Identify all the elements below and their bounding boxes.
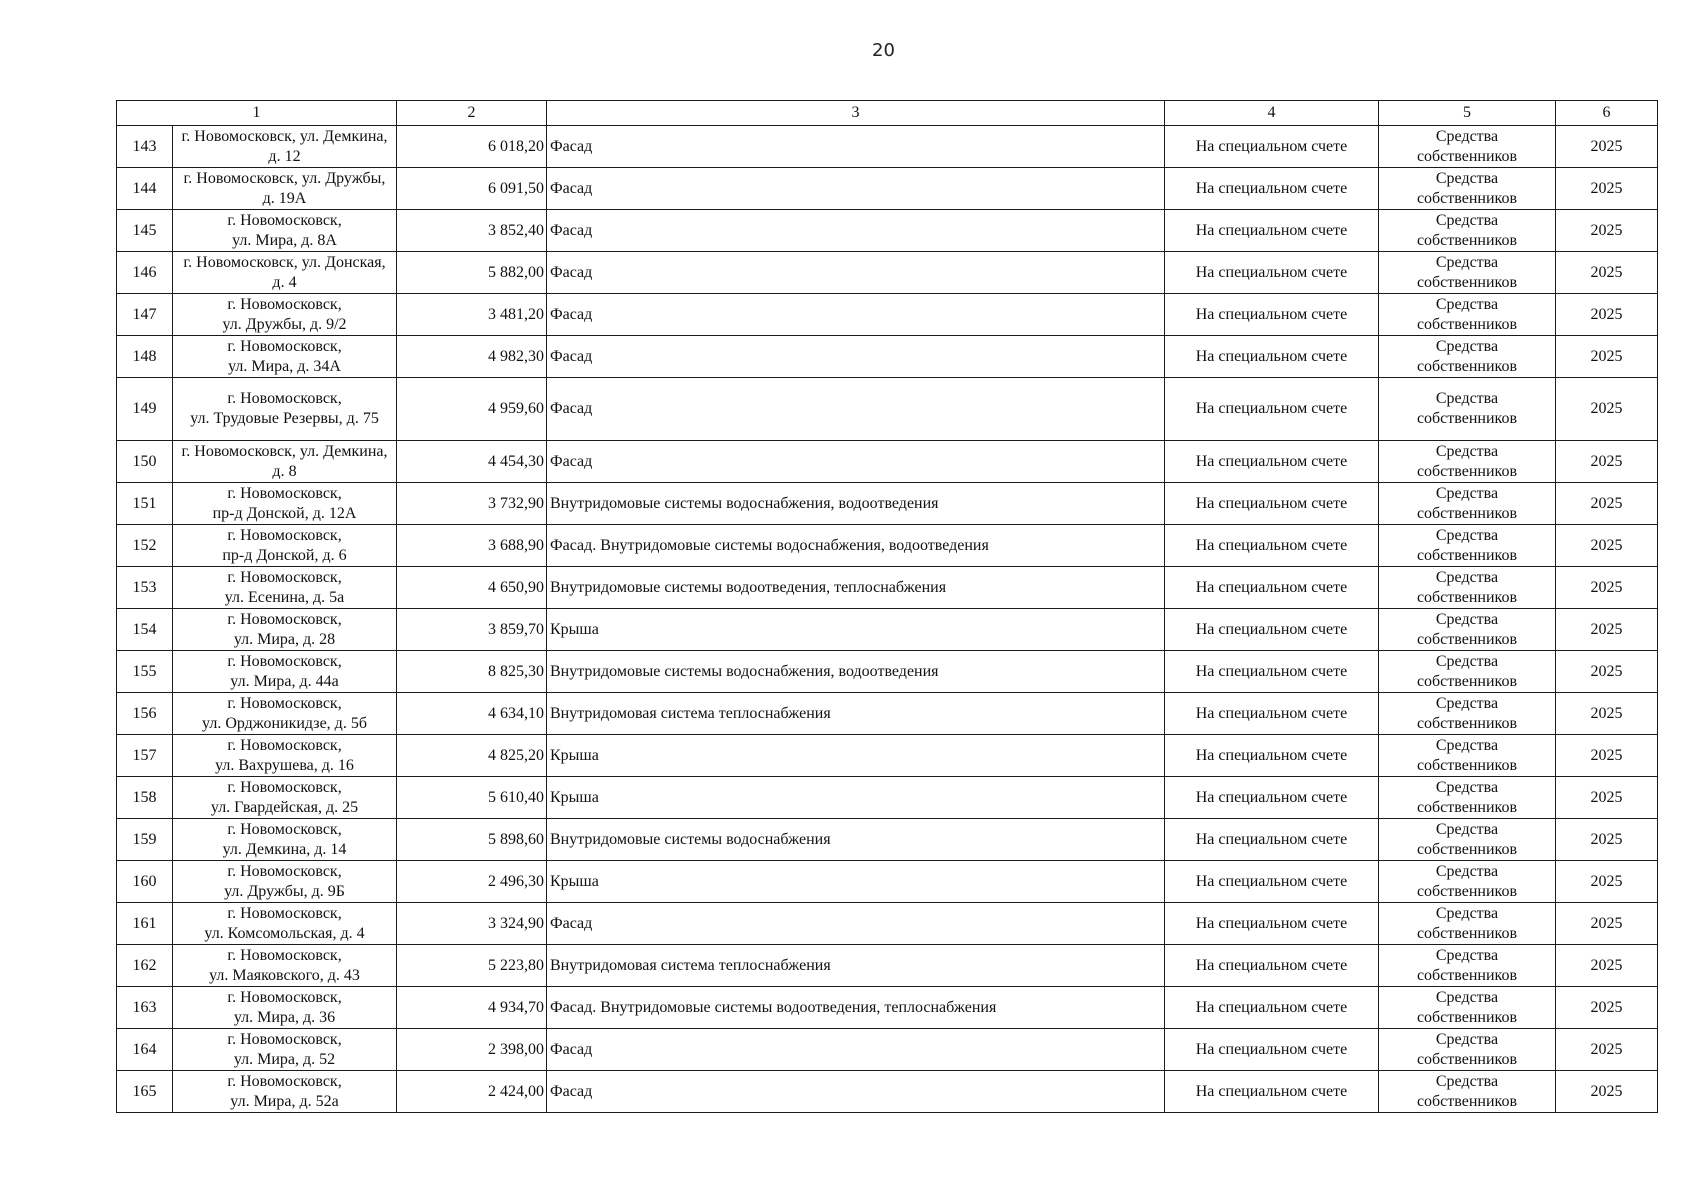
table-row bbox=[117, 294, 1658, 336]
fund-method-cell: На специальном счете bbox=[1165, 525, 1379, 567]
address-line: г. Новомосковск, bbox=[227, 736, 342, 754]
fund-method-cell: На специальном счете bbox=[1165, 1029, 1379, 1071]
funding-source-cell bbox=[1379, 525, 1556, 567]
area-cell: 4 825,20 bbox=[397, 735, 547, 777]
address-line: г. Новомосковск, ул. Демкина, bbox=[181, 442, 388, 460]
table-row bbox=[117, 861, 1658, 903]
address-cell bbox=[173, 1071, 397, 1113]
funding-source-cell bbox=[1379, 861, 1556, 903]
address-line: д. 4 bbox=[272, 273, 297, 291]
funding-source-line: собственников bbox=[1416, 462, 1518, 480]
work-type-cell: Фасад bbox=[547, 126, 1165, 168]
fund-method-cell: На специальном счете bbox=[1165, 210, 1379, 252]
row-number-cell: 162 bbox=[117, 945, 173, 987]
work-type-cell: Фасад bbox=[547, 441, 1165, 483]
address-line: г. Новомосковск, bbox=[227, 484, 342, 502]
fund-method-cell: На специальном счете bbox=[1165, 945, 1379, 987]
fund-method-cell: На специальном счете bbox=[1165, 336, 1379, 378]
funding-source-line: Средства bbox=[1435, 484, 1499, 502]
capital-repair-table bbox=[116, 100, 1658, 1113]
address-line: г. Новомосковск, ул. Демкина, bbox=[181, 127, 388, 145]
table-row bbox=[117, 567, 1658, 609]
row-number-cell: 147 bbox=[117, 294, 173, 336]
address-cell bbox=[173, 861, 397, 903]
year-cell: 2025 bbox=[1556, 945, 1658, 987]
table-row bbox=[117, 126, 1658, 168]
fund-method-cell: На специальном счете bbox=[1165, 168, 1379, 210]
work-type-cell: Фасад bbox=[547, 1029, 1165, 1071]
row-number-cell: 154 bbox=[117, 609, 173, 651]
funding-source-line: собственников bbox=[1416, 231, 1518, 249]
address-line: ул. Дружбы, д. 9Б bbox=[224, 882, 345, 900]
funding-source-line: Средства bbox=[1435, 211, 1499, 229]
address-cell bbox=[173, 777, 397, 819]
column-header-6: 6 bbox=[1556, 101, 1658, 126]
year-cell: 2025 bbox=[1556, 378, 1658, 441]
funding-source-line: Средства bbox=[1435, 820, 1499, 838]
row-number-cell: 163 bbox=[117, 987, 173, 1029]
address-cell bbox=[173, 945, 397, 987]
address-line: ул. Дружбы, д. 9/2 bbox=[222, 315, 347, 333]
funding-source-line: Средства bbox=[1435, 610, 1499, 628]
year-cell: 2025 bbox=[1556, 609, 1658, 651]
table-row bbox=[117, 903, 1658, 945]
address-cell bbox=[173, 168, 397, 210]
year-cell: 2025 bbox=[1556, 126, 1658, 168]
table-row bbox=[117, 693, 1658, 735]
address-line: г. Новомосковск, bbox=[227, 610, 342, 628]
row-number-cell: 155 bbox=[117, 651, 173, 693]
funding-source-line: собственников bbox=[1416, 924, 1518, 942]
work-type-cell: Фасад bbox=[547, 378, 1165, 441]
row-number-cell: 157 bbox=[117, 735, 173, 777]
address-line: пр-д Донской, д. 6 bbox=[222, 546, 347, 564]
address-cell bbox=[173, 525, 397, 567]
work-type-cell: Внутридомовые системы водоснабжения, водоотведения bbox=[547, 651, 1165, 693]
funding-source-line: Средства bbox=[1435, 988, 1499, 1006]
funding-source-line: собственников bbox=[1416, 189, 1518, 207]
area-cell: 6 091,50 bbox=[397, 168, 547, 210]
area-cell: 5 610,40 bbox=[397, 777, 547, 819]
funding-source-cell bbox=[1379, 651, 1556, 693]
address-cell bbox=[173, 378, 397, 441]
area-cell: 2 496,30 bbox=[397, 861, 547, 903]
year-cell: 2025 bbox=[1556, 294, 1658, 336]
work-type-cell: Фасад bbox=[547, 336, 1165, 378]
funding-source-line: собственников bbox=[1416, 357, 1518, 375]
funding-source-cell bbox=[1379, 210, 1556, 252]
address-line: ул. Комсомольская, д. 4 bbox=[204, 924, 365, 942]
fund-method-cell: На специальном счете bbox=[1165, 126, 1379, 168]
funding-source-line: собственников bbox=[1416, 882, 1518, 900]
year-cell: 2025 bbox=[1556, 252, 1658, 294]
table-row bbox=[117, 735, 1658, 777]
address-line: ул. Мира, д. 52 bbox=[233, 1050, 336, 1068]
address-cell bbox=[173, 252, 397, 294]
area-cell: 4 634,10 bbox=[397, 693, 547, 735]
year-cell: 2025 bbox=[1556, 987, 1658, 1029]
area-cell: 3 688,90 bbox=[397, 525, 547, 567]
year-cell: 2025 bbox=[1556, 336, 1658, 378]
address-line: ул. Мира, д. 8А bbox=[232, 231, 337, 249]
address-line: г. Новомосковск, bbox=[227, 337, 342, 355]
address-cell bbox=[173, 903, 397, 945]
address-line: г. Новомосковск, bbox=[227, 295, 342, 313]
funding-source-line: Средства bbox=[1435, 526, 1499, 544]
year-cell: 2025 bbox=[1556, 168, 1658, 210]
table-body bbox=[117, 126, 1658, 1113]
funding-source-cell bbox=[1379, 819, 1556, 861]
work-type-cell: Фасад bbox=[547, 1071, 1165, 1113]
address-line: ул. Мира, д. 52а bbox=[230, 1092, 339, 1110]
funding-source-line: Средства bbox=[1435, 946, 1499, 964]
year-cell: 2025 bbox=[1556, 1029, 1658, 1071]
funding-source-line: собственников bbox=[1416, 588, 1518, 606]
row-number-cell: 158 bbox=[117, 777, 173, 819]
table-row bbox=[117, 945, 1658, 987]
funding-source-line: Средства bbox=[1435, 1072, 1499, 1090]
funding-source-line: собственников bbox=[1416, 504, 1518, 522]
address-cell bbox=[173, 126, 397, 168]
address-line: г. Новомосковск, bbox=[227, 862, 342, 880]
funding-source-line: собственников bbox=[1416, 756, 1518, 774]
fund-method-cell: На специальном счете bbox=[1165, 987, 1379, 1029]
funding-source-cell bbox=[1379, 777, 1556, 819]
work-type-cell: Фасад bbox=[547, 903, 1165, 945]
address-cell bbox=[173, 693, 397, 735]
area-cell: 5 882,00 bbox=[397, 252, 547, 294]
funding-source-line: собственников bbox=[1416, 1092, 1518, 1110]
table-row bbox=[117, 252, 1658, 294]
funding-source-line: Средства bbox=[1435, 442, 1499, 460]
work-type-cell: Фасад bbox=[547, 252, 1165, 294]
area-cell: 5 223,80 bbox=[397, 945, 547, 987]
address-line: г. Новомосковск, bbox=[227, 652, 342, 670]
area-cell: 3 732,90 bbox=[397, 483, 547, 525]
row-number-cell: 145 bbox=[117, 210, 173, 252]
fund-method-cell: На специальном счете bbox=[1165, 903, 1379, 945]
row-number-cell: 146 bbox=[117, 252, 173, 294]
address-line: д. 19А bbox=[262, 189, 307, 207]
address-line: ул. Мира, д. 28 bbox=[233, 630, 336, 648]
row-number-cell: 152 bbox=[117, 525, 173, 567]
page-number: 20 bbox=[872, 40, 895, 61]
funding-source-line: Средства bbox=[1435, 1030, 1499, 1048]
row-number-cell: 153 bbox=[117, 567, 173, 609]
address-line: ул. Трудовые Резервы, д. 75 bbox=[190, 410, 379, 427]
funding-source-line: собственников bbox=[1416, 1008, 1518, 1026]
funding-source-cell bbox=[1379, 483, 1556, 525]
year-cell: 2025 bbox=[1556, 861, 1658, 903]
area-cell: 3 859,70 bbox=[397, 609, 547, 651]
row-number-cell: 150 bbox=[117, 441, 173, 483]
fund-method-cell: На специальном счете bbox=[1165, 441, 1379, 483]
address-line: г. Новомосковск, bbox=[227, 211, 342, 229]
work-type-cell: Внутридомовые системы водоснабжения bbox=[547, 819, 1165, 861]
fund-method-cell: На специальном счете bbox=[1165, 693, 1379, 735]
column-header-2: 2 bbox=[397, 101, 547, 126]
area-cell: 4 934,70 bbox=[397, 987, 547, 1029]
funding-source-line: Средства bbox=[1435, 568, 1499, 586]
funding-source-line: Средства bbox=[1435, 736, 1499, 754]
table-row bbox=[117, 378, 1658, 441]
funding-source-line: собственников bbox=[1416, 840, 1518, 858]
funding-source-line: Средства bbox=[1435, 127, 1499, 145]
address-cell bbox=[173, 336, 397, 378]
table-row bbox=[117, 1071, 1658, 1113]
address-line: ул. Мира, д. 44а bbox=[230, 672, 339, 690]
area-cell: 4 454,30 bbox=[397, 441, 547, 483]
row-number-cell: 164 bbox=[117, 1029, 173, 1071]
area-cell: 4 982,30 bbox=[397, 336, 547, 378]
funding-source-cell bbox=[1379, 945, 1556, 987]
row-number-cell: 161 bbox=[117, 903, 173, 945]
area-cell: 4 959,60 bbox=[397, 378, 547, 441]
table-row bbox=[117, 1029, 1658, 1071]
funding-source-cell bbox=[1379, 168, 1556, 210]
fund-method-cell: На специальном счете bbox=[1165, 567, 1379, 609]
address-line: ул. Орджоникидзе, д. 5б bbox=[202, 714, 367, 732]
address-line: г. Новомосковск, bbox=[227, 988, 342, 1006]
address-line: г. Новомосковск, bbox=[227, 390, 342, 407]
header-row bbox=[117, 101, 1658, 126]
address-cell bbox=[173, 609, 397, 651]
work-type-cell: Крыша bbox=[547, 861, 1165, 903]
work-type-cell: Внутридомовая система теплоснабжения bbox=[547, 693, 1165, 735]
year-cell: 2025 bbox=[1556, 735, 1658, 777]
address-cell bbox=[173, 987, 397, 1029]
work-type-cell: Фасад bbox=[547, 210, 1165, 252]
address-line: г. Новомосковск, bbox=[227, 568, 342, 586]
year-cell: 2025 bbox=[1556, 903, 1658, 945]
fund-method-cell: На специальном счете bbox=[1165, 651, 1379, 693]
address-line: ул. Гвардейская, д. 25 bbox=[210, 798, 359, 816]
funding-source-cell bbox=[1379, 1029, 1556, 1071]
table-row bbox=[117, 210, 1658, 252]
row-number-cell: 148 bbox=[117, 336, 173, 378]
address-line: г. Новомосковск, bbox=[227, 820, 342, 838]
address-cell bbox=[173, 441, 397, 483]
funding-source-line: Средства bbox=[1435, 694, 1499, 712]
funding-source-line: Средства bbox=[1435, 652, 1499, 670]
funding-source-line: Средства bbox=[1435, 337, 1499, 355]
work-type-cell: Фасад. Внутридомовые системы водоотведения, теплоснабжения bbox=[547, 987, 1165, 1029]
table-row bbox=[117, 336, 1658, 378]
address-cell bbox=[173, 567, 397, 609]
work-type-cell: Внутридомовые системы водоотведения, теплоснабжения bbox=[547, 567, 1165, 609]
row-number-cell: 165 bbox=[117, 1071, 173, 1113]
row-number-cell: 159 bbox=[117, 819, 173, 861]
address-cell bbox=[173, 294, 397, 336]
row-number-cell: 160 bbox=[117, 861, 173, 903]
address-cell bbox=[173, 819, 397, 861]
work-type-cell: Внутридомовая система теплоснабжения bbox=[547, 945, 1165, 987]
funding-source-line: Средства bbox=[1435, 778, 1499, 796]
area-cell: 3 481,20 bbox=[397, 294, 547, 336]
address-line: пр-д Донской, д. 12А bbox=[212, 504, 357, 522]
funding-source-cell bbox=[1379, 609, 1556, 651]
work-type-cell: Крыша bbox=[547, 609, 1165, 651]
fund-method-cell: На специальном счете bbox=[1165, 819, 1379, 861]
funding-source-cell bbox=[1379, 252, 1556, 294]
address-line: г. Новомосковск, bbox=[227, 1072, 342, 1090]
funding-source-cell bbox=[1379, 294, 1556, 336]
funding-source-cell bbox=[1379, 378, 1556, 441]
funding-source-line: собственников bbox=[1416, 714, 1518, 732]
work-type-cell: Внутридомовые системы водоснабжения, водоотведения bbox=[547, 483, 1165, 525]
funding-source-cell bbox=[1379, 987, 1556, 1029]
table-row bbox=[117, 483, 1658, 525]
funding-source-line: собственников bbox=[1416, 273, 1518, 291]
year-cell: 2025 bbox=[1556, 567, 1658, 609]
table-row bbox=[117, 441, 1658, 483]
area-cell: 4 650,90 bbox=[397, 567, 547, 609]
address-line: д. 12 bbox=[268, 147, 301, 165]
funding-source-line: собственников bbox=[1416, 672, 1518, 690]
funding-source-line: собственников bbox=[1416, 798, 1518, 816]
year-cell: 2025 bbox=[1556, 693, 1658, 735]
column-header-3: 3 bbox=[547, 101, 1165, 126]
row-number-cell: 143 bbox=[117, 126, 173, 168]
fund-method-cell: На специальном счете bbox=[1165, 252, 1379, 294]
fund-method-cell: На специальном счете bbox=[1165, 1071, 1379, 1113]
table-row bbox=[117, 168, 1658, 210]
year-cell: 2025 bbox=[1556, 819, 1658, 861]
fund-method-cell: На специальном счете bbox=[1165, 378, 1379, 441]
year-cell: 2025 bbox=[1556, 1071, 1658, 1113]
address-line: д. 8 bbox=[272, 462, 297, 480]
table-row bbox=[117, 609, 1658, 651]
row-number-cell: 151 bbox=[117, 483, 173, 525]
row-number-cell: 144 bbox=[117, 168, 173, 210]
area-cell: 8 825,30 bbox=[397, 651, 547, 693]
column-header-1: 1 bbox=[117, 101, 397, 126]
column-header-4: 4 bbox=[1165, 101, 1379, 126]
funding-source-cell bbox=[1379, 903, 1556, 945]
funding-source-line: собственников bbox=[1416, 1050, 1518, 1068]
address-line: г. Новомосковск, ул. Донская, bbox=[183, 253, 386, 271]
year-cell: 2025 bbox=[1556, 525, 1658, 567]
funding-source-cell bbox=[1379, 735, 1556, 777]
work-type-cell: Фасад. Внутридомовые системы водоснабжения, водоотведения bbox=[547, 525, 1165, 567]
address-line: г. Новомосковск, bbox=[227, 1030, 342, 1048]
table-row bbox=[117, 777, 1658, 819]
funding-source-cell bbox=[1379, 441, 1556, 483]
year-cell: 2025 bbox=[1556, 777, 1658, 819]
area-cell: 5 898,60 bbox=[397, 819, 547, 861]
table-row bbox=[117, 987, 1658, 1029]
row-number-cell: 149 bbox=[117, 378, 173, 441]
address-line: ул. Маяковского, д. 43 bbox=[209, 966, 360, 984]
address-cell bbox=[173, 1029, 397, 1071]
funding-source-line: Средства bbox=[1435, 295, 1499, 313]
table-row bbox=[117, 525, 1658, 567]
work-type-cell: Крыша bbox=[547, 777, 1165, 819]
area-cell: 2 424,00 bbox=[397, 1071, 547, 1113]
address-cell bbox=[173, 483, 397, 525]
row-number-cell: 156 bbox=[117, 693, 173, 735]
address-line: ул. Мира, д. 36 bbox=[233, 1008, 336, 1026]
address-line: г. Новомосковск, bbox=[227, 526, 342, 544]
fund-method-cell: На специальном счете bbox=[1165, 735, 1379, 777]
address-line: г. Новомосковск, bbox=[227, 904, 342, 922]
funding-source-line: Средства bbox=[1435, 253, 1499, 271]
funding-source-line: собственников bbox=[1416, 966, 1518, 984]
area-cell: 6 018,20 bbox=[397, 126, 547, 168]
funding-source-line: собственников bbox=[1416, 315, 1518, 333]
area-cell: 3 324,90 bbox=[397, 903, 547, 945]
column-header-5: 5 bbox=[1379, 101, 1556, 126]
funding-source-line: Средства bbox=[1435, 169, 1499, 187]
funding-source-line: Средства bbox=[1435, 862, 1499, 880]
funding-source-cell bbox=[1379, 336, 1556, 378]
address-line: ул. Демкина, д. 14 bbox=[222, 840, 347, 858]
fund-method-cell: На специальном счете bbox=[1165, 483, 1379, 525]
work-type-cell: Фасад bbox=[547, 168, 1165, 210]
funding-source-line: Средства bbox=[1435, 390, 1499, 407]
funding-source-cell bbox=[1379, 1071, 1556, 1113]
address-cell bbox=[173, 210, 397, 252]
address-line: ул. Вахрушева, д. 16 bbox=[215, 756, 354, 774]
fund-method-cell: На специальном счете bbox=[1165, 777, 1379, 819]
funding-source-cell bbox=[1379, 693, 1556, 735]
year-cell: 2025 bbox=[1556, 441, 1658, 483]
table-row bbox=[117, 651, 1658, 693]
funding-source-line: собственников bbox=[1416, 546, 1518, 564]
address-line: ул. Мира, д. 34А bbox=[228, 357, 341, 375]
fund-method-cell: На специальном счете bbox=[1165, 294, 1379, 336]
work-type-cell: Крыша bbox=[547, 735, 1165, 777]
funding-source-line: собственников bbox=[1416, 630, 1518, 648]
work-type-cell: Фасад bbox=[547, 294, 1165, 336]
fund-method-cell: На специальном счете bbox=[1165, 609, 1379, 651]
funding-source-line: собственников bbox=[1416, 410, 1518, 427]
funding-source-line: Средства bbox=[1435, 904, 1499, 922]
funding-source-cell bbox=[1379, 567, 1556, 609]
fund-method-cell: На специальном счете bbox=[1165, 861, 1379, 903]
funding-source-line: собственников bbox=[1416, 147, 1518, 165]
year-cell: 2025 bbox=[1556, 483, 1658, 525]
area-cell: 2 398,00 bbox=[397, 1029, 547, 1071]
address-line: г. Новомосковск, bbox=[227, 694, 342, 712]
year-cell: 2025 bbox=[1556, 210, 1658, 252]
address-line: ул. Есенина, д. 5а bbox=[224, 588, 345, 606]
funding-source-cell bbox=[1379, 126, 1556, 168]
area-cell: 3 852,40 bbox=[397, 210, 547, 252]
address-line: г. Новомосковск, ул. Дружбы, bbox=[183, 169, 386, 187]
address-line: г. Новомосковск, bbox=[227, 946, 342, 964]
address-cell bbox=[173, 651, 397, 693]
address-line: г. Новомосковск, bbox=[227, 778, 342, 796]
address-cell bbox=[173, 735, 397, 777]
table-row bbox=[117, 819, 1658, 861]
year-cell: 2025 bbox=[1556, 651, 1658, 693]
